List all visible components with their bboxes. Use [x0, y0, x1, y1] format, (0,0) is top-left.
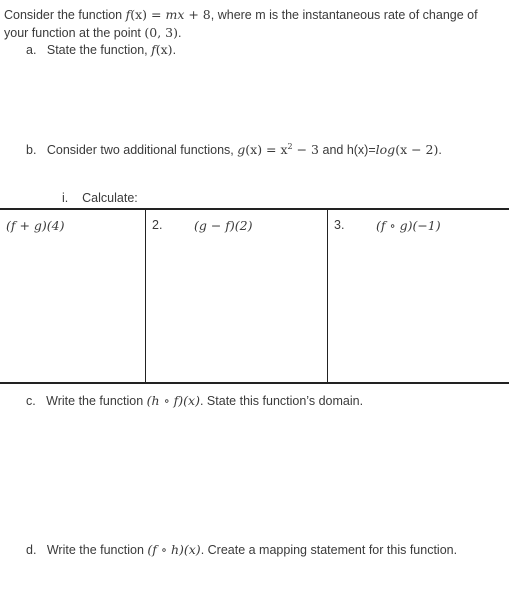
cell-2-expression: (g − f)(2) — [194, 218, 253, 233]
calculate-label: Calculate: — [82, 191, 138, 205]
function-f-arg: (x) = — [130, 7, 166, 22]
function-g-tail: − 3 — [292, 142, 320, 158]
part-a-text: State the function, — [46, 43, 152, 57]
part-a-period: . — [172, 43, 177, 57]
part-d-text: Write the function — [46, 543, 148, 557]
part-d-expression: (f ∘ h)(x) — [147, 542, 201, 557]
part-b-text: Consider two additional functions, — [46, 143, 238, 158]
part-a-marker: a. — [26, 43, 37, 57]
cell-2-number: 2. — [152, 218, 163, 232]
table-cell-2[interactable] — [145, 210, 327, 382]
intro-line-2 — [4, 25, 181, 40]
intro-text-2: your function at the point — [4, 26, 145, 40]
calculation-table — [0, 208, 509, 384]
intro-line-1 — [4, 7, 478, 22]
part-c-text-post: . State this function’s domain. — [199, 394, 364, 408]
part-a-func: f — [151, 42, 156, 57]
part-c-text: Write the function — [46, 394, 147, 408]
cell-3-number: 3. — [334, 218, 345, 232]
intro-text: Consider the function — [4, 8, 126, 22]
calculate-marker: i. — [62, 191, 69, 205]
part-d-text-post: . Create a mapping statement for this function. — [200, 543, 458, 557]
function-log-arg: (x − 2) — [395, 142, 439, 158]
part-a-func-arg: (x) — [155, 42, 173, 57]
function-g-body: (x) = x — [245, 142, 288, 158]
function-g: g — [237, 142, 246, 158]
cell-3-expression: (f ∘ g)(−1) — [376, 218, 441, 233]
part-c — [26, 393, 363, 408]
function-log: log — [375, 142, 396, 158]
part-b-marker: b. — [26, 143, 37, 158]
function-plus-8: + 8 — [184, 7, 211, 22]
part-a — [26, 42, 176, 57]
part-c-marker: c. — [26, 394, 36, 408]
part-b — [26, 142, 442, 157]
function-mx: mx — [165, 7, 185, 22]
function-h-label: and h(x)= — [319, 143, 376, 158]
part-b-period: . — [438, 143, 442, 158]
cell-1-expression: (f + g)(4) — [6, 218, 65, 233]
table-cell-3[interactable] — [327, 210, 509, 382]
part-d — [26, 542, 457, 557]
function-g-exponent: 2 — [287, 142, 293, 151]
part-c-expression: (h ∘ f)(x) — [146, 393, 200, 408]
intro-period: . — [177, 26, 182, 40]
function-f: f — [125, 7, 131, 22]
table-cell-1[interactable] — [0, 210, 145, 382]
calculate-heading — [62, 191, 138, 205]
intro-text-mid: , where m is the instantaneous rate of change of — [210, 8, 478, 22]
point-coordinates: (0, 3) — [144, 25, 178, 40]
part-d-marker: d. — [26, 543, 37, 557]
